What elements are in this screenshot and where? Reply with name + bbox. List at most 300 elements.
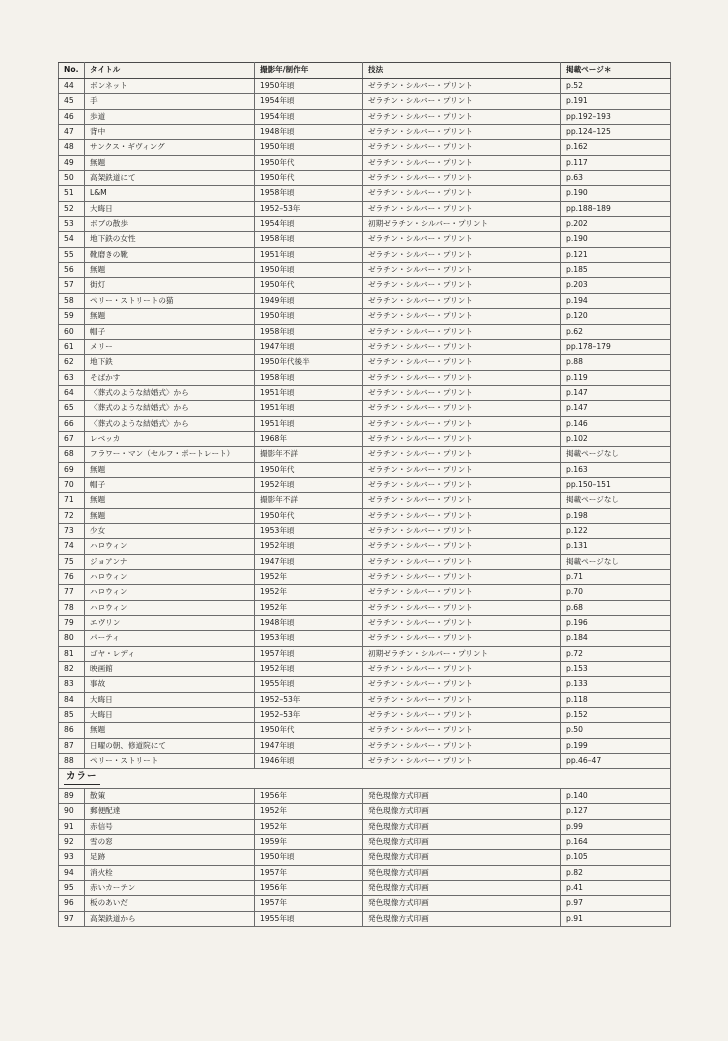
cell-technique: ゼラチン・シルバー・プリント bbox=[363, 585, 561, 600]
cell-year: 1952年 bbox=[255, 570, 363, 585]
cell-year: 1948年頃 bbox=[255, 125, 363, 140]
table-row bbox=[59, 339, 671, 354]
cell-page: p.153 bbox=[561, 662, 671, 677]
table-row bbox=[59, 646, 671, 661]
cell-title: 郵便配達 bbox=[85, 804, 255, 819]
cell-no: 94 bbox=[59, 865, 85, 880]
cell-page: p.152 bbox=[561, 708, 671, 723]
cell-year: 1952–53年 bbox=[255, 692, 363, 707]
cell-year: 1950年頃 bbox=[255, 263, 363, 278]
cell-no: 58 bbox=[59, 293, 85, 308]
column-header-technique: 技法 bbox=[363, 63, 561, 79]
cell-technique: ゼラチン・シルバー・プリント bbox=[363, 385, 561, 400]
cell-no: 95 bbox=[59, 880, 85, 895]
cell-no: 46 bbox=[59, 109, 85, 124]
cell-title: ハロウィン bbox=[85, 539, 255, 554]
cell-technique: ゼラチン・シルバー・プリント bbox=[363, 125, 561, 140]
cell-page: p.163 bbox=[561, 462, 671, 477]
cell-no: 56 bbox=[59, 263, 85, 278]
table-row bbox=[59, 324, 671, 339]
table-row bbox=[59, 140, 671, 155]
cell-technique: 発色現像方式印画 bbox=[363, 865, 561, 880]
cell-page: p.198 bbox=[561, 508, 671, 523]
cell-page: p.70 bbox=[561, 585, 671, 600]
cell-year: 1956年 bbox=[255, 788, 363, 803]
table-row bbox=[59, 692, 671, 707]
cell-no: 82 bbox=[59, 662, 85, 677]
cell-title: ハロウィン bbox=[85, 570, 255, 585]
cell-technique: ゼラチン・シルバー・プリント bbox=[363, 723, 561, 738]
cell-no: 74 bbox=[59, 539, 85, 554]
cell-year: 1952年 bbox=[255, 819, 363, 834]
cell-title: 無題 bbox=[85, 493, 255, 508]
cell-technique: ゼラチン・シルバー・プリント bbox=[363, 94, 561, 109]
cell-title: L&M bbox=[85, 186, 255, 201]
cell-title: ハロウィン bbox=[85, 600, 255, 615]
cell-page: p.133 bbox=[561, 677, 671, 692]
cell-technique: 初期ゼラチン・シルバー・プリント bbox=[363, 646, 561, 661]
cell-no: 72 bbox=[59, 508, 85, 523]
cell-page: p.68 bbox=[561, 600, 671, 615]
cell-title: 少女 bbox=[85, 523, 255, 538]
table-row bbox=[59, 309, 671, 324]
cell-title: 大晦日 bbox=[85, 708, 255, 723]
table-row bbox=[59, 508, 671, 523]
cell-title: 歩道 bbox=[85, 109, 255, 124]
cell-title: ジョアンナ bbox=[85, 554, 255, 569]
cell-year: 1950年代 bbox=[255, 171, 363, 186]
cell-year: 1953年頃 bbox=[255, 523, 363, 538]
cell-year: 1951年頃 bbox=[255, 385, 363, 400]
cell-title: そばかす bbox=[85, 370, 255, 385]
cell-no: 91 bbox=[59, 819, 85, 834]
cell-technique: ゼラチン・シルバー・プリント bbox=[363, 431, 561, 446]
cell-no: 89 bbox=[59, 788, 85, 803]
section-header-row bbox=[59, 769, 671, 788]
table-body-color bbox=[59, 769, 671, 927]
cell-page: p.196 bbox=[561, 616, 671, 631]
cell-technique: 発色現像方式印画 bbox=[363, 788, 561, 803]
table-row bbox=[59, 723, 671, 738]
cell-technique: ゼラチン・シルバー・プリント bbox=[363, 493, 561, 508]
cell-year: 1956年 bbox=[255, 880, 363, 895]
section-header-cell bbox=[59, 769, 671, 788]
cell-technique: ゼラチン・シルバー・プリント bbox=[363, 263, 561, 278]
cell-page: p.147 bbox=[561, 401, 671, 416]
cell-page: p.121 bbox=[561, 247, 671, 262]
cell-technique: ゼラチン・シルバー・プリント bbox=[363, 401, 561, 416]
cell-title: 靴磨きの靴 bbox=[85, 247, 255, 262]
cell-technique: ゼラチン・シルバー・プリント bbox=[363, 201, 561, 216]
cell-technique: ゼラチン・シルバー・プリント bbox=[363, 293, 561, 308]
table-row bbox=[59, 865, 671, 880]
cell-title: ペリー・ストリート bbox=[85, 754, 255, 769]
table-row bbox=[59, 278, 671, 293]
cell-technique: ゼラチン・シルバー・プリント bbox=[363, 370, 561, 385]
cell-page: p.147 bbox=[561, 385, 671, 400]
cell-page: pp.150–151 bbox=[561, 477, 671, 492]
cell-page: p.203 bbox=[561, 278, 671, 293]
cell-technique: 発色現像方式印画 bbox=[363, 834, 561, 849]
table-row bbox=[59, 788, 671, 803]
cell-year: 1954年頃 bbox=[255, 217, 363, 232]
cell-title: フラワー・マン（セルフ・ポートレート） bbox=[85, 447, 255, 462]
cell-title: 背中 bbox=[85, 125, 255, 140]
cell-no: 50 bbox=[59, 171, 85, 186]
cell-page: p.97 bbox=[561, 896, 671, 911]
cell-technique: ゼラチン・シルバー・プリント bbox=[363, 677, 561, 692]
table-row bbox=[59, 631, 671, 646]
cell-no: 57 bbox=[59, 278, 85, 293]
cell-page: pp.192–193 bbox=[561, 109, 671, 124]
section-label-color: カラー bbox=[64, 772, 100, 784]
cell-no: 54 bbox=[59, 232, 85, 247]
table-row bbox=[59, 850, 671, 865]
cell-page: p.118 bbox=[561, 692, 671, 707]
table-row bbox=[59, 477, 671, 492]
cell-no: 77 bbox=[59, 585, 85, 600]
cell-no: 70 bbox=[59, 477, 85, 492]
cell-title: 高架鉄道から bbox=[85, 911, 255, 926]
cell-title: ハロウィン bbox=[85, 585, 255, 600]
cell-no: 51 bbox=[59, 186, 85, 201]
cell-no: 47 bbox=[59, 125, 85, 140]
cell-page: p.184 bbox=[561, 631, 671, 646]
cell-technique: ゼラチン・シルバー・プリント bbox=[363, 186, 561, 201]
cell-year: 1950年代 bbox=[255, 278, 363, 293]
cell-technique: 発色現像方式印画 bbox=[363, 819, 561, 834]
cell-year: 1950年代 bbox=[255, 508, 363, 523]
cell-technique: 発色現像方式印画 bbox=[363, 850, 561, 865]
table-row bbox=[59, 554, 671, 569]
table-row bbox=[59, 462, 671, 477]
table-row bbox=[59, 293, 671, 308]
cell-technique: ゼラチン・シルバー・プリント bbox=[363, 570, 561, 585]
cell-title: 事故 bbox=[85, 677, 255, 692]
cell-year: 1955年頃 bbox=[255, 677, 363, 692]
table-row bbox=[59, 385, 671, 400]
cell-title: 無題 bbox=[85, 508, 255, 523]
cell-no: 80 bbox=[59, 631, 85, 646]
table-row bbox=[59, 217, 671, 232]
table-row bbox=[59, 263, 671, 278]
cell-year: 1947年頃 bbox=[255, 554, 363, 569]
cell-title: 〈葬式のような結婚式〉から bbox=[85, 416, 255, 431]
cell-page: 掲載ページなし bbox=[561, 493, 671, 508]
table-row bbox=[59, 201, 671, 216]
table-row bbox=[59, 662, 671, 677]
table-row bbox=[59, 585, 671, 600]
cell-technique: ゼラチン・シルバー・プリント bbox=[363, 692, 561, 707]
cell-technique: ゼラチン・シルバー・プリント bbox=[363, 631, 561, 646]
table-row bbox=[59, 896, 671, 911]
cell-year: 1958年頃 bbox=[255, 186, 363, 201]
cell-title: 高架鉄道にて bbox=[85, 171, 255, 186]
cell-no: 87 bbox=[59, 738, 85, 753]
cell-technique: ゼラチン・シルバー・プリント bbox=[363, 109, 561, 124]
cell-technique: ゼラチン・シルバー・プリント bbox=[363, 738, 561, 753]
cell-no: 64 bbox=[59, 385, 85, 400]
cell-no: 69 bbox=[59, 462, 85, 477]
cell-year: 1951年頃 bbox=[255, 401, 363, 416]
table-row bbox=[59, 911, 671, 926]
cell-technique: ゼラチン・シルバー・プリント bbox=[363, 662, 561, 677]
cell-page: p.71 bbox=[561, 570, 671, 585]
cell-page: p.122 bbox=[561, 523, 671, 538]
table-row bbox=[59, 738, 671, 753]
cell-year: 1958年頃 bbox=[255, 370, 363, 385]
cell-no: 83 bbox=[59, 677, 85, 692]
cell-title: エヴリン bbox=[85, 616, 255, 631]
cell-technique: ゼラチン・シルバー・プリント bbox=[363, 232, 561, 247]
cell-year: 1955年頃 bbox=[255, 911, 363, 926]
cell-year: 1957年 bbox=[255, 865, 363, 880]
cell-year: 1959年 bbox=[255, 834, 363, 849]
cell-no: 76 bbox=[59, 570, 85, 585]
column-header-title: タイトル bbox=[85, 63, 255, 79]
table-row bbox=[59, 708, 671, 723]
cell-technique: ゼラチン・シルバー・プリント bbox=[363, 554, 561, 569]
cell-title: 地下鉄 bbox=[85, 355, 255, 370]
cell-technique: 発色現像方式印画 bbox=[363, 880, 561, 895]
cell-title: 無題 bbox=[85, 723, 255, 738]
cell-title: 日曜の朝、修道院にて bbox=[85, 738, 255, 753]
table-row bbox=[59, 125, 671, 140]
cell-title: 雪の窓 bbox=[85, 834, 255, 849]
table-row bbox=[59, 94, 671, 109]
cell-page: p.146 bbox=[561, 416, 671, 431]
cell-page: pp.188–189 bbox=[561, 201, 671, 216]
cell-no: 84 bbox=[59, 692, 85, 707]
column-header-no: No. bbox=[59, 63, 85, 79]
cell-no: 49 bbox=[59, 155, 85, 170]
cell-no: 71 bbox=[59, 493, 85, 508]
cell-year: 1947年頃 bbox=[255, 738, 363, 753]
cell-year: 1954年頃 bbox=[255, 94, 363, 109]
cell-page: pp.178–179 bbox=[561, 339, 671, 354]
cell-page: p.99 bbox=[561, 819, 671, 834]
cell-page: pp.46–47 bbox=[561, 754, 671, 769]
cell-page: p.199 bbox=[561, 738, 671, 753]
table-row bbox=[59, 447, 671, 462]
cell-technique: ゼラチン・シルバー・プリント bbox=[363, 309, 561, 324]
cell-year: 1950年頃 bbox=[255, 140, 363, 155]
cell-no: 53 bbox=[59, 217, 85, 232]
cell-year: 1950年頃 bbox=[255, 850, 363, 865]
cell-title: 〈葬式のような結婚式〉から bbox=[85, 385, 255, 400]
cell-no: 88 bbox=[59, 754, 85, 769]
cell-technique: ゼラチン・シルバー・プリント bbox=[363, 355, 561, 370]
cell-technique: ゼラチン・シルバー・プリント bbox=[363, 447, 561, 462]
cell-technique: 発色現像方式印画 bbox=[363, 911, 561, 926]
cell-title: サンクス・ギヴィング bbox=[85, 140, 255, 155]
cell-year: 1952年頃 bbox=[255, 539, 363, 554]
cell-page: p.62 bbox=[561, 324, 671, 339]
cell-title: 地下鉄の女性 bbox=[85, 232, 255, 247]
table-row bbox=[59, 109, 671, 124]
cell-technique: ゼラチン・シルバー・プリント bbox=[363, 600, 561, 615]
cell-page: p.191 bbox=[561, 94, 671, 109]
cell-year: 1950年頃 bbox=[255, 79, 363, 94]
cell-title: ボンネット bbox=[85, 79, 255, 94]
cell-title: メリー bbox=[85, 339, 255, 354]
cell-no: 78 bbox=[59, 600, 85, 615]
cell-year: 1952–53年 bbox=[255, 201, 363, 216]
cell-no: 59 bbox=[59, 309, 85, 324]
cell-year: 1946年頃 bbox=[255, 754, 363, 769]
cell-year: 1950年代 bbox=[255, 723, 363, 738]
cell-technique: ゼラチン・シルバー・プリント bbox=[363, 508, 561, 523]
cell-page: p.117 bbox=[561, 155, 671, 170]
table-row bbox=[59, 819, 671, 834]
cell-year: 1958年頃 bbox=[255, 324, 363, 339]
cell-page: p.162 bbox=[561, 140, 671, 155]
cell-title: 赤いカーテン bbox=[85, 880, 255, 895]
cell-technique: ゼラチン・シルバー・プリント bbox=[363, 155, 561, 170]
cell-page: p.127 bbox=[561, 804, 671, 819]
cell-page: pp.124–125 bbox=[561, 125, 671, 140]
table-row bbox=[59, 431, 671, 446]
cell-no: 93 bbox=[59, 850, 85, 865]
table-header bbox=[59, 63, 671, 79]
cell-title: 街灯 bbox=[85, 278, 255, 293]
table-row bbox=[59, 355, 671, 370]
cell-no: 65 bbox=[59, 401, 85, 416]
cell-year: 1950年代後半 bbox=[255, 355, 363, 370]
cell-title: 板のあいだ bbox=[85, 896, 255, 911]
cell-technique: ゼラチン・シルバー・プリント bbox=[363, 324, 561, 339]
cell-year: 1950年代 bbox=[255, 155, 363, 170]
cell-no: 97 bbox=[59, 911, 85, 926]
table-row bbox=[59, 570, 671, 585]
cell-page: p.72 bbox=[561, 646, 671, 661]
cell-technique: ゼラチン・シルバー・プリント bbox=[363, 79, 561, 94]
cell-page: p.52 bbox=[561, 79, 671, 94]
cell-year: 撮影年不詳 bbox=[255, 447, 363, 462]
cell-page: p.82 bbox=[561, 865, 671, 880]
cell-year: 1950年代 bbox=[255, 462, 363, 477]
table-row bbox=[59, 401, 671, 416]
cell-page: p.194 bbox=[561, 293, 671, 308]
cell-no: 55 bbox=[59, 247, 85, 262]
cell-page: p.131 bbox=[561, 539, 671, 554]
table-header-row bbox=[59, 63, 671, 79]
cell-year: 1958年頃 bbox=[255, 232, 363, 247]
cell-title: 消火栓 bbox=[85, 865, 255, 880]
cell-no: 81 bbox=[59, 646, 85, 661]
artwork-catalog-table bbox=[58, 62, 671, 927]
cell-no: 96 bbox=[59, 896, 85, 911]
cell-year: 1957年頃 bbox=[255, 646, 363, 661]
table-row bbox=[59, 186, 671, 201]
cell-title: 散策 bbox=[85, 788, 255, 803]
cell-technique: ゼラチン・シルバー・プリント bbox=[363, 754, 561, 769]
cell-no: 62 bbox=[59, 355, 85, 370]
cell-page: p.164 bbox=[561, 834, 671, 849]
cell-page: p.120 bbox=[561, 309, 671, 324]
table-row bbox=[59, 370, 671, 385]
cell-year: 1952–53年 bbox=[255, 708, 363, 723]
table-row bbox=[59, 171, 671, 186]
cell-technique: 発色現像方式印画 bbox=[363, 896, 561, 911]
cell-year: 1950年頃 bbox=[255, 309, 363, 324]
cell-no: 73 bbox=[59, 523, 85, 538]
cell-page: p.102 bbox=[561, 431, 671, 446]
cell-title: 無題 bbox=[85, 155, 255, 170]
cell-year: 1952年頃 bbox=[255, 477, 363, 492]
cell-page: p.185 bbox=[561, 263, 671, 278]
cell-technique: ゼラチン・シルバー・プリント bbox=[363, 708, 561, 723]
cell-year: 1954年頃 bbox=[255, 109, 363, 124]
cell-technique: ゼラチン・シルバー・プリント bbox=[363, 140, 561, 155]
cell-year: 1968年 bbox=[255, 431, 363, 446]
column-header-year: 撮影年/制作年 bbox=[255, 63, 363, 79]
table-row bbox=[59, 677, 671, 692]
cell-page: p.41 bbox=[561, 880, 671, 895]
cell-page: p.105 bbox=[561, 850, 671, 865]
cell-page: p.91 bbox=[561, 911, 671, 926]
cell-title: 無題 bbox=[85, 309, 255, 324]
table-row bbox=[59, 539, 671, 554]
table-row bbox=[59, 880, 671, 895]
cell-no: 44 bbox=[59, 79, 85, 94]
table-row bbox=[59, 754, 671, 769]
cell-technique: 発色現像方式印画 bbox=[363, 804, 561, 819]
cell-page: p.63 bbox=[561, 171, 671, 186]
cell-no: 63 bbox=[59, 370, 85, 385]
cell-title: レベッカ bbox=[85, 431, 255, 446]
table-row bbox=[59, 493, 671, 508]
table-row bbox=[59, 79, 671, 94]
table-row bbox=[59, 232, 671, 247]
cell-year: 1951年頃 bbox=[255, 247, 363, 262]
cell-title: 足跡 bbox=[85, 850, 255, 865]
cell-title: 映画館 bbox=[85, 662, 255, 677]
cell-title: 帽子 bbox=[85, 324, 255, 339]
cell-title: 赤信号 bbox=[85, 819, 255, 834]
cell-no: 61 bbox=[59, 339, 85, 354]
table-body-monochrome bbox=[59, 79, 671, 769]
cell-year: 1948年頃 bbox=[255, 616, 363, 631]
cell-page: p.119 bbox=[561, 370, 671, 385]
cell-technique: 初期ゼラチン・シルバー・プリント bbox=[363, 217, 561, 232]
table-row bbox=[59, 155, 671, 170]
cell-page: p.202 bbox=[561, 217, 671, 232]
cell-page: p.140 bbox=[561, 788, 671, 803]
table-row bbox=[59, 616, 671, 631]
cell-technique: ゼラチン・シルバー・プリント bbox=[363, 616, 561, 631]
cell-technique: ゼラチン・シルバー・プリント bbox=[363, 171, 561, 186]
cell-technique: ゼラチン・シルバー・プリント bbox=[363, 462, 561, 477]
cell-technique: ゼラチン・シルバー・プリント bbox=[363, 247, 561, 262]
cell-title: 手 bbox=[85, 94, 255, 109]
cell-year: 1952年 bbox=[255, 804, 363, 819]
cell-technique: ゼラチン・シルバー・プリント bbox=[363, 339, 561, 354]
table-row bbox=[59, 804, 671, 819]
cell-title: 大晦日 bbox=[85, 692, 255, 707]
table-row bbox=[59, 416, 671, 431]
cell-technique: ゼラチン・シルバー・プリント bbox=[363, 539, 561, 554]
cell-year: 1952年 bbox=[255, 600, 363, 615]
cell-title: 大晦日 bbox=[85, 201, 255, 216]
cell-page: 掲載ページなし bbox=[561, 447, 671, 462]
catalog-sheet bbox=[58, 62, 670, 927]
table-row bbox=[59, 523, 671, 538]
cell-year: 1953年頃 bbox=[255, 631, 363, 646]
cell-year: 1957年 bbox=[255, 896, 363, 911]
column-header-page: 掲載ページ＊ bbox=[561, 63, 671, 79]
cell-page: p.50 bbox=[561, 723, 671, 738]
